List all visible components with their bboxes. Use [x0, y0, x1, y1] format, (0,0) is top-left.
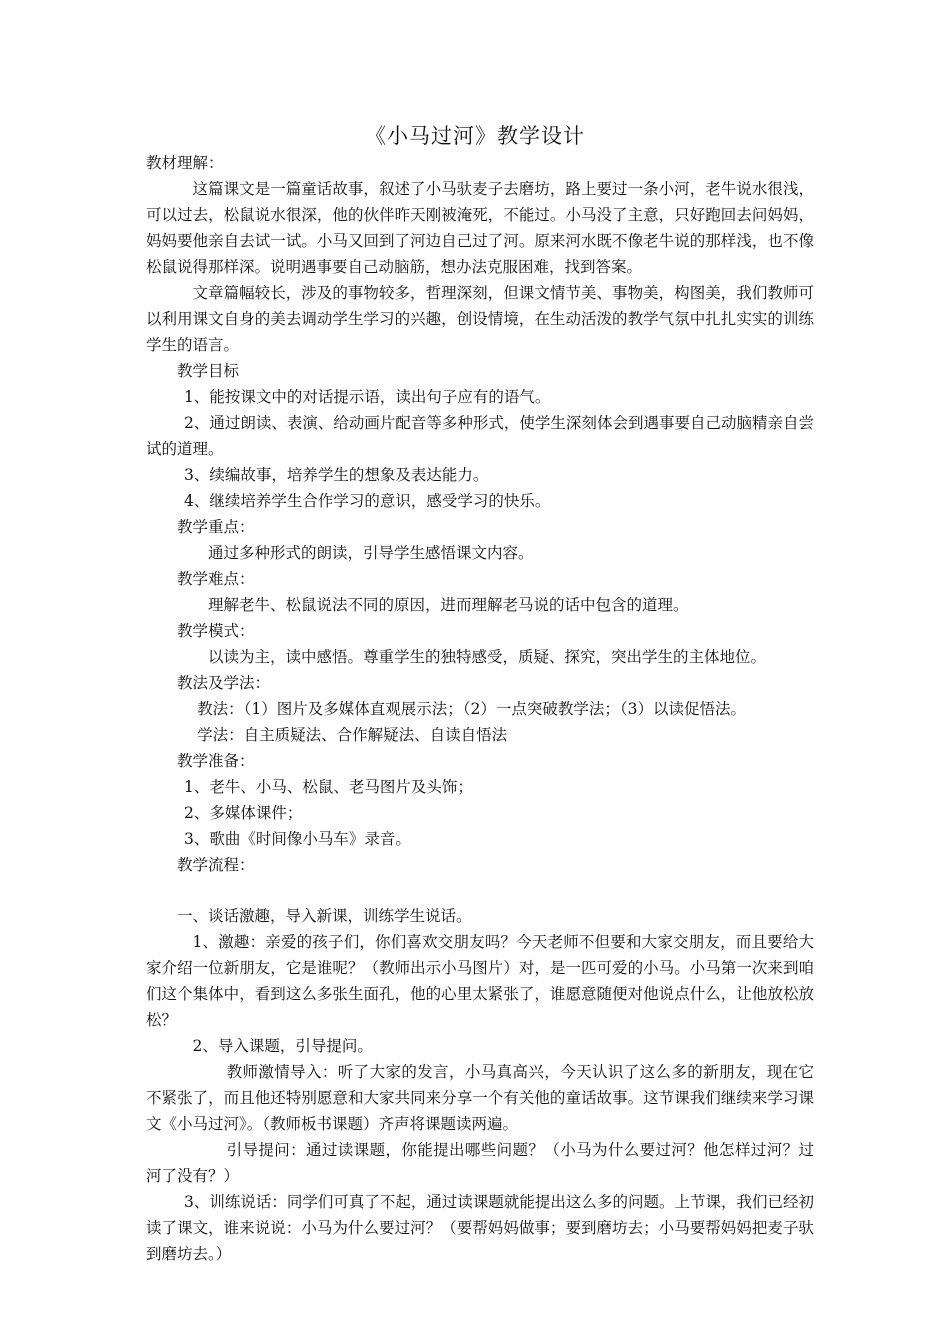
- text-moshi: 以读为主，读中感悟。尊重学生的独特感受，质疑、探究，突出学生的主体地位。: [208, 648, 767, 666]
- document-title: 《小马过河》教学设计: [365, 124, 585, 148]
- paragraph-step-1-2a: 教师激情导入：听了大家的发言，小马真高兴，今天认识了这么多的新朋友，现在它不紧张了，而且他还特别愿意和大家共同来分享一个有关他的童话故事。这节课我们继续来学习课文《小马过河》。（教师板书课题）齐声将课题读两遍。: [146, 1063, 814, 1133]
- text-jiaofa: 教法：（1）图片及多媒体直观展示法；（2）一点突破教学法；（3）以读促悟法。: [197, 700, 746, 718]
- list-item-mubiao-2: 2、通过朗读、表演、给动画片配音等多种形式，使学生深刻体会到遇事要自己动脑精亲自尝试的道理。: [146, 414, 814, 458]
- section-heading-mubiao: 教学目标: [177, 362, 240, 380]
- section-heading-moshi: 教学模式：: [177, 622, 255, 640]
- document-body: [146, 150, 814, 1267]
- text-xuefa: 学法：自主质疑法、合作解疑法、自读自悟法: [197, 726, 508, 744]
- section-heading-nandian: 教学难点：: [177, 570, 255, 588]
- text-zhongdian: 通过多种形式的朗读，引导学生感悟课文内容。: [208, 544, 534, 562]
- paragraph-step-1-1: 1、激趣：亲爱的孩子们，你们喜欢交朋友吗？今天老师不但要和大家交朋友，而且要给大家介绍一位新朋友，它是谁呢？（教师出示小马图片）对，是一匹可爱的小马。小马第一次来到咱们这个集体中，看到这么多张生面孔，他的心里太紧张了，谁愿意随便对他说点什么，让他放松放松？: [146, 933, 814, 1029]
- blank-line: [146, 878, 814, 903]
- list-item-zhunbei-3: 3、歌曲《时间像小马车》录音。: [183, 830, 411, 848]
- paragraph-step-1-2: 2、导入课题，引导提问。: [192, 1037, 373, 1055]
- list-item-mubiao-4: 4、继续培养学生合作学习的意识，感受学习的快乐。: [183, 492, 551, 510]
- list-item-mubiao-3: 3、续编故事，培养学生的想象及表达能力。: [183, 466, 489, 484]
- section-heading-fangfa: 教法及学法：: [177, 674, 271, 692]
- list-item-zhunbei-2: 2、多媒体课件；: [183, 804, 303, 822]
- section-heading-liucheng: 教学流程：: [177, 856, 255, 874]
- list-item-mubiao-1: 1、能按课文中的对话提示语，读出句子应有的语气。: [183, 388, 551, 406]
- list-item-zhunbei-1: 1、老牛、小马、松鼠、老马图片及头饰；: [183, 778, 473, 796]
- section-heading-zhongdian: 教学重点：: [177, 518, 255, 536]
- paragraph-jiaocai-2: 文章篇幅较长，涉及的事物较多，哲理深刻，但课文情节美、事物美，构图美，我们教师可以利用课文自身的美去调动学生学习的兴趣，创设情境，在生动活泼的教学气氛中扎扎实实的训练学生的语言。: [146, 284, 814, 354]
- step-heading-1: 一、谈话激趣，导入新课，训练学生说话。: [177, 907, 472, 925]
- paragraph-step-1-2b: 引导提问：通过读课题，你能提出哪些问题？（小马为什么要过河？他怎样过河？过河了没有？）: [146, 1141, 814, 1185]
- section-heading-jiaocai: 教材理解：: [146, 154, 224, 172]
- paragraph-jiaocai-1: 这篇课文是一篇童话故事，叙述了小马驮麦子去磨坊，路上要过一条小河，老牛说水很浅，可以过去，松鼠说水很深，他的伙伴昨天刚被淹死，不能过。小马没了主意，只好跑回去问妈妈，妈妈要他亲自去试一试。小马又回到了河边自己过了河。原来河水既不像老牛说的那样浅，也不像松鼠说得那样深。说明遇事要自己动脑筋，想办法克服困难，找到答案。: [146, 180, 814, 276]
- paragraph-step-1-3: 3、训练说话：同学们可真了不起，通过读课题就能提出这么多的问题。上节课，我们已经初读了课文，谁来说说：小马为什么要过河？（要帮妈妈做事；要到磨坊去；小马要帮妈妈把麦子驮到磨坊去。）: [146, 1193, 814, 1263]
- text-nandian: 理解老牛、松鼠说法不同的原因，进而理解老马说的话中包含的道理。: [208, 596, 689, 614]
- section-heading-zhunbei: 教学准备：: [177, 752, 255, 770]
